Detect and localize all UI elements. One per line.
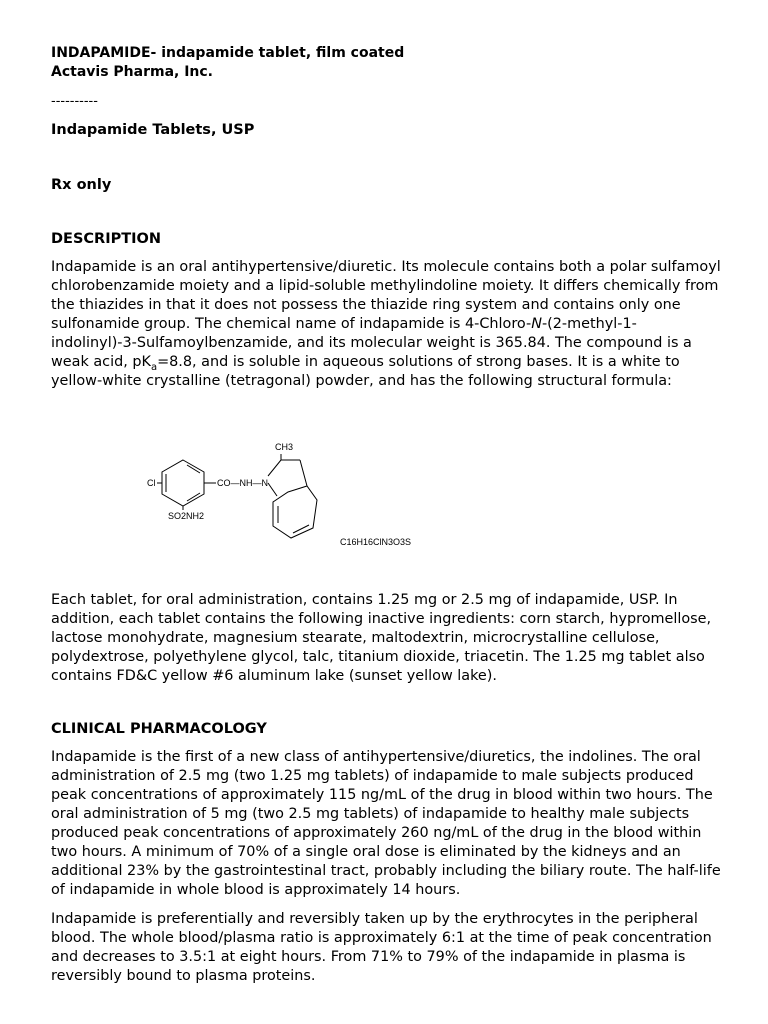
description-heading: DESCRIPTION (51, 231, 161, 247)
manufacturer: Actavis Pharma, Inc. (51, 64, 214, 80)
linker-label: CO—NH—N (217, 478, 268, 488)
description-paragraph: Indapamide is an oral antihypertensive/diuretic. Its molecule contains both a polar sulfamoyl chlorobenzamide moiety and a lipid-soluble methylindoline moiety. It differs chemically from the thiazides in that it does not possess the thiazide ring system and contains only one sulfonamide group. The chemical name of indapamide is 4-Chloro-N-(2-methyl-1-indolinyl)-3-Sulfamoylbenzamide, and its molecular weight is 365.84. The compound is a weak acid, $pK_a=8.8$, and is soluble in aqueous solutions of strong bases. It is a white to yellow-white crystalline (tetragonal) powder, and has the following structural formula: (51, 259, 721, 389)
chloro-label: Cl (147, 478, 156, 488)
product-title: Indapamide Tablets, USP (51, 122, 255, 138)
rx-only-label: Rx only (51, 177, 112, 193)
drug-title: INDAPAMIDE- indapamide tablet, film coated (51, 45, 405, 61)
structural-formula-image (95, 438, 425, 556)
separator-line: ---------- (51, 94, 98, 109)
indoline-ring (273, 486, 317, 538)
ch3-label: CH3 (275, 442, 294, 452)
pharmacology-paragraph-2: Indapamide is preferentially and reversibly taken up by the erythrocytes in the peripheral blood. The whole blood/plasma ratio is approximately 6:1 at the time of peak concentration and decreases to 3.5:1 at eight hours. From 71% to 79% of the indapamide in plasma is reversibly bound to plasma proteins. (51, 911, 712, 984)
pharmacology-paragraph-1: Indapamide is the first of a new class of antihypertensive/diuretics, the indolines. The oral administration of 2.5 mg (two 1.25 mg tablets) of indapamide to male subjects produced peak concentrations of approximately 115 ng/mL of the drug in blood within two hours. The oral administration of 5 mg (two 2.5 mg tablets) of indapamide to healthy male subjects produced peak concentrations of approximately 260 ng/mL of the drug in the blood within two hours. A minimum of 70% of a single oral dose is eliminated by the kidneys and an additional 23% by the gastrointestinal tract, probably including the biliary route. The half-life of indapamide in whole blood is approximately 14 hours. (51, 749, 721, 898)
clinical-pharmacology-heading: CLINICAL PHARMACOLOGY (51, 721, 267, 737)
benzene-ring (162, 460, 204, 506)
document-header (51, 44, 404, 82)
molecular-formula-label: C16H16ClN3O3S (340, 537, 412, 547)
sulfamoyl-label: SO2NH2 (168, 511, 205, 521)
inactive-ingredients-paragraph: Each tablet, for oral administration, contains 1.25 mg or 2.5 mg of indapamide, USP. In addition, each tablet contains the following inactive ingredients: corn starch, hypromellose, lactose monohydrate, magnesium stearate, maltodextrin, microcrystalline cellulose, polydextrose, polyethylene glycol, talc, titanium dioxide, triacetin. The 1.25 mg tablet also contains FD&C yellow #6 aluminum lake (sunset yellow lake). (51, 592, 712, 684)
